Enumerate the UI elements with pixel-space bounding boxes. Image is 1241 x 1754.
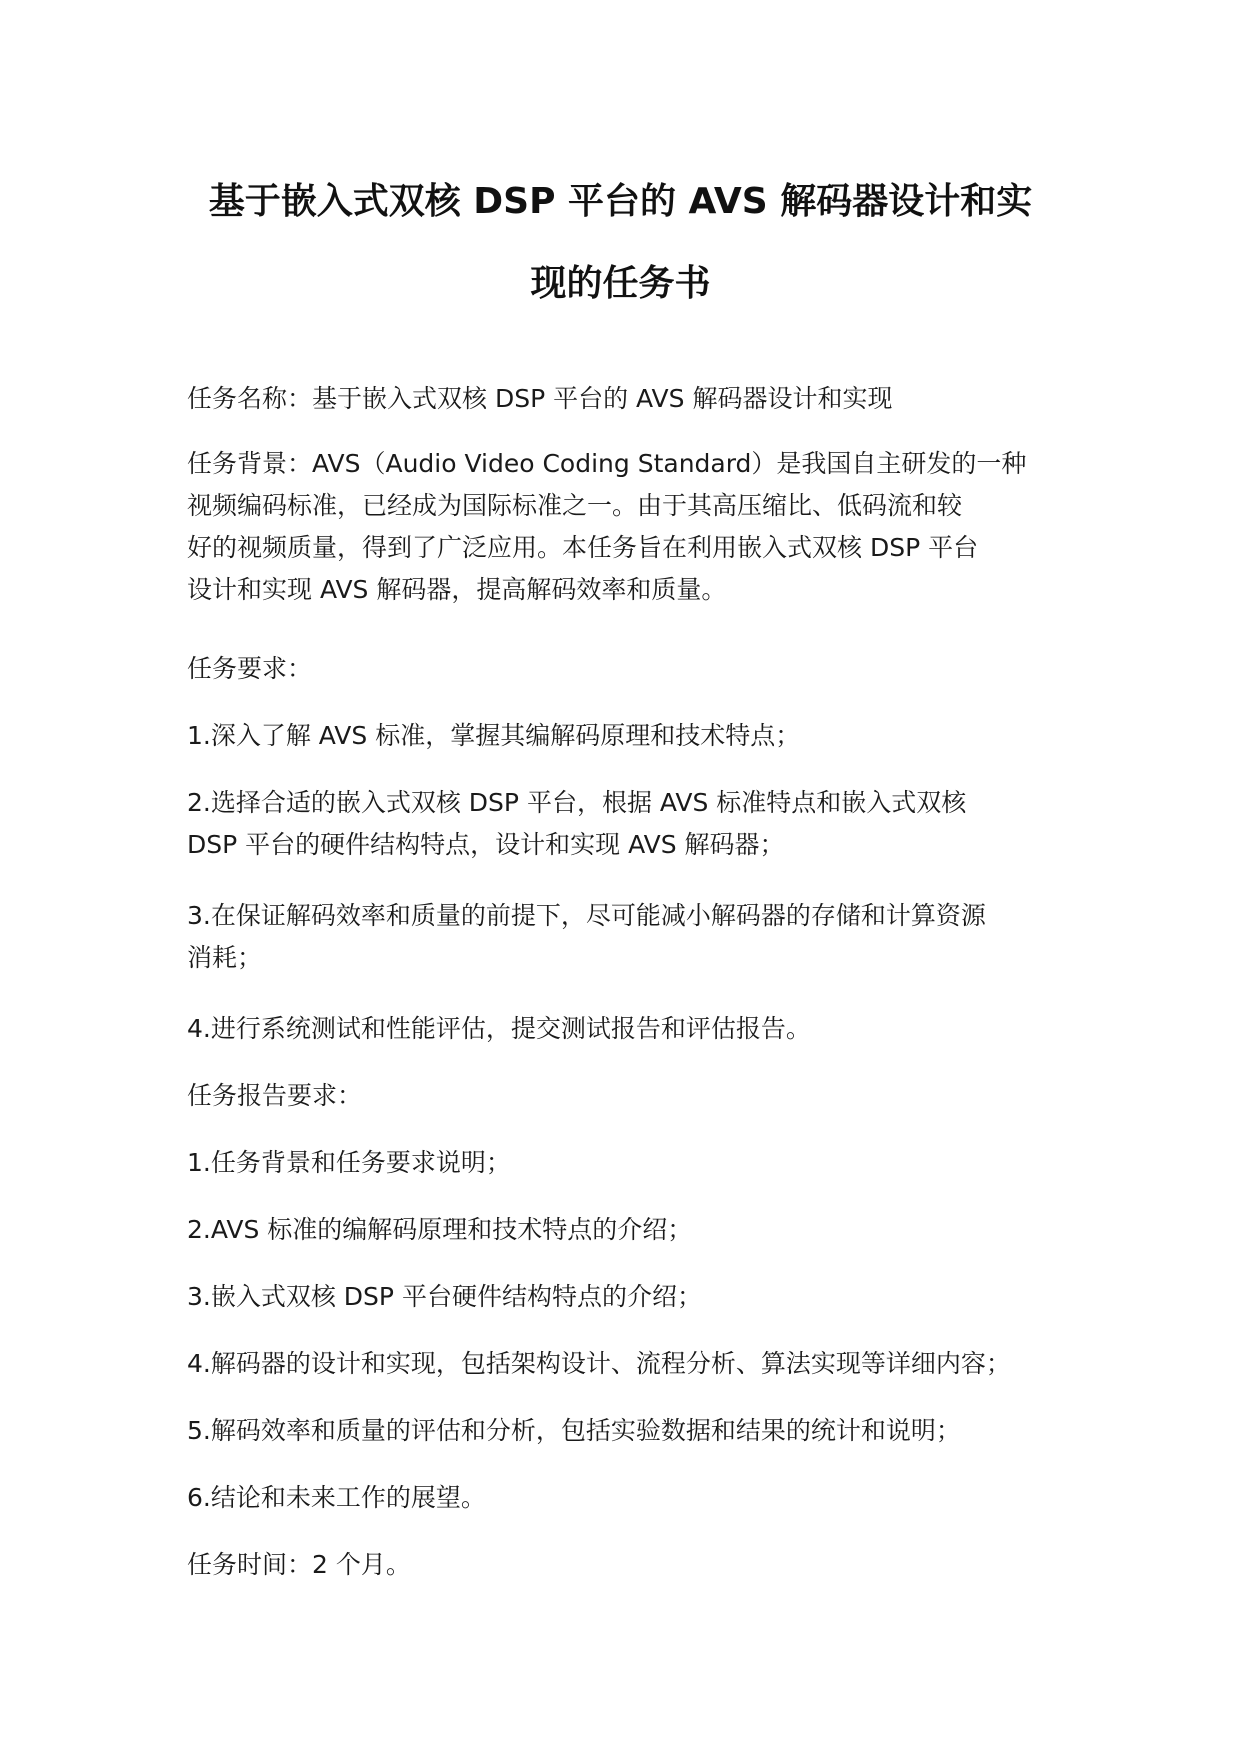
requirement-text: 3.在保证解码效率和质量的前提下，尽可能减小解码器的存储和计算资源 <box>187 901 986 930</box>
requirement-text: 4.进行系统测试和性能评估，提交测试报告和评估报告。 <box>187 1014 811 1043</box>
requirement-item-3 <box>187 895 1087 979</box>
requirement-item-1 <box>187 715 1087 757</box>
background-line: 视频编码标准，已经成为国际标准之一。由于其高压缩比、低码流和较 <box>187 491 963 520</box>
background-line: 设计和实现 AVS 解码器，提高解码效率和质量。 <box>187 575 727 604</box>
requirement-text: DSP 平台的硬件结构特点，设计和实现 AVS 解码器； <box>187 830 785 859</box>
report-item-text: 1.任务背景和任务要求说明； <box>187 1148 511 1177</box>
report-item-text: 3.嵌入式双核 DSP 平台硬件结构特点的介绍； <box>187 1282 702 1311</box>
report-item-text: 6.结论和未来工作的展望。 <box>187 1483 486 1512</box>
report-item <box>187 1343 1107 1385</box>
requirements-heading <box>187 648 1087 690</box>
requirement-text: 消耗； <box>187 943 263 972</box>
duration-paragraph <box>187 1544 1087 1586</box>
report-item <box>187 1209 1087 1251</box>
document-title-line-1: 基于嵌入式双核 DSP 平台的 AVS 解码器设计和实 <box>208 181 1033 222</box>
report-item <box>187 1410 1087 1452</box>
report-item-text: 5.解码效率和质量的评估和分析，包括实验数据和结果的统计和说明； <box>187 1416 961 1445</box>
task-background-paragraph <box>187 443 1087 611</box>
requirement-item-4 <box>187 1008 1087 1050</box>
requirement-text: 2.选择合适的嵌入式双核 DSP 平台，根据 AVS 标准特点和嵌入式双核 <box>187 788 967 817</box>
task-name-paragraph <box>187 378 1087 420</box>
document-title-line-2: 现的任务书 <box>530 263 711 304</box>
report-item-text: 2.AVS 标准的编解码原理和技术特点的介绍； <box>187 1215 693 1244</box>
report-item <box>187 1142 1087 1184</box>
background-line: 好的视频质量，得到了广泛应用。本任务旨在利用嵌入式双核 DSP 平台 <box>187 533 979 562</box>
background-line: 任务背景：AVS（Audio Video Coding Standard）是我国自主研发的一种 <box>187 449 1027 478</box>
requirement-item-2 <box>187 782 1087 866</box>
task-name-text: 任务名称：基于嵌入式双核 DSP 平台的 AVS 解码器设计和实现 <box>187 384 893 413</box>
report-heading-text: 任务报告要求： <box>187 1081 363 1110</box>
requirements-heading-text: 任务要求： <box>187 654 313 683</box>
report-heading <box>187 1075 1087 1117</box>
duration-text: 任务时间：2 个月。 <box>187 1550 411 1579</box>
report-item <box>187 1276 1087 1318</box>
report-item-text: 4.解码器的设计和实现，包括架构设计、流程分析、算法实现等详细内容； <box>187 1349 1011 1378</box>
report-item <box>187 1477 1087 1519</box>
requirement-text: 1.深入了解 AVS 标准，掌握其编解码原理和技术特点； <box>187 721 801 750</box>
